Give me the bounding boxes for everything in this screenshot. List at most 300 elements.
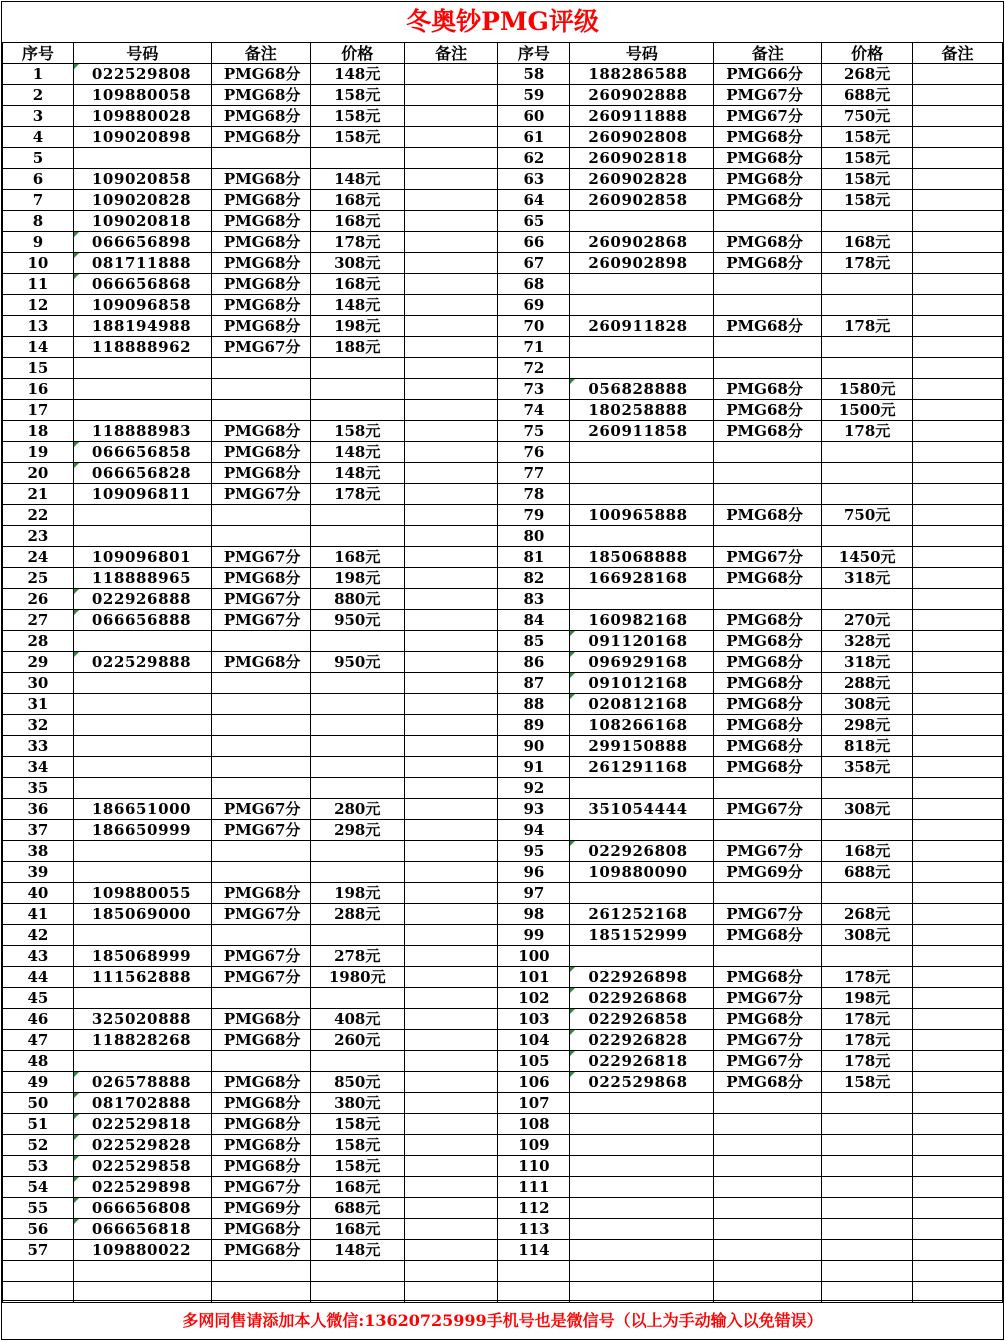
note-cell[interactable]	[913, 1219, 1003, 1240]
price-cell[interactable]	[822, 1093, 913, 1114]
grade-cell[interactable]: PMG68分	[714, 736, 822, 757]
price-cell[interactable]: 1980元	[310, 967, 404, 988]
note-cell[interactable]	[913, 64, 1003, 85]
price-cell[interactable]	[822, 589, 913, 610]
serial-cell[interactable]: 67	[498, 253, 570, 274]
grade-cell[interactable]: PMG67分	[211, 547, 310, 568]
banknote-number-cell[interactable]: 022926868	[570, 988, 714, 1009]
note-cell[interactable]	[913, 1177, 1003, 1198]
grade-cell[interactable]: PMG67分	[211, 820, 310, 841]
price-cell[interactable]: 148元	[310, 463, 404, 484]
serial-cell[interactable]: 17	[3, 400, 74, 421]
banknote-number-cell[interactable]	[570, 211, 714, 232]
grade-cell[interactable]: PMG68分	[714, 925, 822, 946]
banknote-number-cell[interactable]: 260911858	[570, 421, 714, 442]
banknote-number-cell[interactable]: 260902868	[570, 232, 714, 253]
note-cell[interactable]	[404, 400, 498, 421]
banknote-number-cell[interactable]: 108266168	[570, 715, 714, 736]
banknote-number-cell[interactable]	[570, 883, 714, 904]
grade-cell[interactable]: PMG68分	[714, 652, 822, 673]
serial-cell[interactable]: 78	[498, 484, 570, 505]
serial-cell[interactable]: 41	[3, 904, 74, 925]
note-cell[interactable]	[913, 106, 1003, 127]
note-cell[interactable]	[404, 127, 498, 148]
note-cell[interactable]	[913, 736, 1003, 757]
grade-cell[interactable]: PMG68分	[714, 232, 822, 253]
banknote-number-cell[interactable]	[570, 1240, 714, 1261]
note-cell[interactable]	[404, 379, 498, 400]
note-cell[interactable]	[913, 673, 1003, 694]
banknote-number-cell[interactable]: 118828268	[73, 1030, 211, 1051]
serial-cell[interactable]: 64	[498, 190, 570, 211]
grade-cell[interactable]	[211, 862, 310, 883]
note-cell[interactable]	[913, 1135, 1003, 1156]
grade-cell[interactable]	[714, 589, 822, 610]
serial-cell[interactable]: 103	[498, 1009, 570, 1030]
banknote-number-cell[interactable]: 022926828	[570, 1030, 714, 1051]
price-cell[interactable]: 158元	[310, 421, 404, 442]
price-cell[interactable]: 158元	[822, 1072, 913, 1093]
grade-cell[interactable]: PMG67分	[714, 106, 822, 127]
price-cell[interactable]: 1580元	[822, 379, 913, 400]
serial-cell[interactable]: 23	[3, 526, 74, 547]
note-cell[interactable]	[404, 1198, 498, 1219]
note-cell[interactable]	[913, 946, 1003, 967]
grade-cell[interactable]: PMG68分	[211, 883, 310, 904]
note-cell[interactable]	[404, 1009, 498, 1030]
grade-cell[interactable]: PMG68分	[211, 169, 310, 190]
serial-cell[interactable]: 5	[3, 148, 74, 169]
banknote-number-cell[interactable]	[73, 526, 211, 547]
grade-cell[interactable]: PMG68分	[211, 64, 310, 85]
price-cell[interactable]: 308元	[822, 925, 913, 946]
grade-cell[interactable]	[714, 358, 822, 379]
note-cell[interactable]	[404, 967, 498, 988]
serial-cell[interactable]: 18	[3, 421, 74, 442]
note-cell[interactable]	[913, 757, 1003, 778]
banknote-number-cell[interactable]	[73, 400, 211, 421]
price-cell[interactable]: 328元	[822, 631, 913, 652]
price-cell[interactable]	[310, 715, 404, 736]
price-cell[interactable]: 158元	[310, 106, 404, 127]
grade-cell[interactable]: PMG68分	[211, 190, 310, 211]
note-cell[interactable]	[913, 484, 1003, 505]
price-cell[interactable]: 260元	[310, 1030, 404, 1051]
note-cell[interactable]	[913, 631, 1003, 652]
note-cell[interactable]	[913, 862, 1003, 883]
serial-cell[interactable]: 65	[498, 211, 570, 232]
grade-cell[interactable]: PMG68分	[211, 652, 310, 673]
note-cell[interactable]	[913, 421, 1003, 442]
price-cell[interactable]: 168元	[310, 1219, 404, 1240]
serial-cell[interactable]: 46	[3, 1009, 74, 1030]
serial-cell[interactable]: 59	[498, 85, 570, 106]
note-cell[interactable]	[404, 1240, 498, 1261]
grade-cell[interactable]	[714, 820, 822, 841]
banknote-number-cell[interactable]: 109880055	[73, 883, 211, 904]
note-cell[interactable]	[404, 1114, 498, 1135]
price-cell[interactable]: 298元	[310, 820, 404, 841]
note-cell[interactable]	[913, 967, 1003, 988]
serial-cell[interactable]: 106	[498, 1072, 570, 1093]
grade-cell[interactable]: PMG68分	[714, 190, 822, 211]
note-cell[interactable]	[913, 274, 1003, 295]
grade-cell[interactable]: PMG69分	[714, 862, 822, 883]
price-cell[interactable]: 178元	[822, 1051, 913, 1072]
note-cell[interactable]	[913, 463, 1003, 484]
serial-cell[interactable]: 69	[498, 295, 570, 316]
banknote-number-cell[interactable]: 022529818	[73, 1114, 211, 1135]
note-cell[interactable]	[404, 589, 498, 610]
grade-cell[interactable]: PMG68分	[714, 148, 822, 169]
price-cell[interactable]	[822, 484, 913, 505]
grade-cell[interactable]	[211, 988, 310, 1009]
banknote-number-cell[interactable]: 180258888	[570, 400, 714, 421]
empty-cell[interactable]	[714, 1261, 822, 1282]
banknote-number-cell[interactable]	[570, 1156, 714, 1177]
price-cell[interactable]: 880元	[310, 589, 404, 610]
grade-cell[interactable]: PMG68分	[211, 1219, 310, 1240]
note-cell[interactable]	[404, 526, 498, 547]
banknote-number-cell[interactable]	[570, 274, 714, 295]
note-cell[interactable]	[404, 232, 498, 253]
banknote-number-cell[interactable]: 166928168	[570, 568, 714, 589]
serial-cell[interactable]: 37	[3, 820, 74, 841]
note-cell[interactable]	[913, 316, 1003, 337]
grade-cell[interactable]	[714, 883, 822, 904]
banknote-number-cell[interactable]: 109020828	[73, 190, 211, 211]
serial-cell[interactable]: 7	[3, 190, 74, 211]
price-cell[interactable]: 158元	[822, 169, 913, 190]
price-cell[interactable]: 688元	[822, 85, 913, 106]
note-cell[interactable]	[404, 169, 498, 190]
price-cell[interactable]	[310, 673, 404, 694]
serial-cell[interactable]: 105	[498, 1051, 570, 1072]
note-cell[interactable]	[404, 505, 498, 526]
note-cell[interactable]	[404, 673, 498, 694]
price-cell[interactable]	[310, 1051, 404, 1072]
empty-cell[interactable]	[73, 1261, 211, 1282]
serial-cell[interactable]: 35	[3, 778, 74, 799]
price-cell[interactable]	[310, 631, 404, 652]
price-cell[interactable]: 178元	[310, 232, 404, 253]
price-cell[interactable]	[822, 1135, 913, 1156]
note-cell[interactable]	[913, 1198, 1003, 1219]
grade-cell[interactable]	[211, 694, 310, 715]
serial-cell[interactable]: 77	[498, 463, 570, 484]
note-cell[interactable]	[913, 1072, 1003, 1093]
grade-cell[interactable]: PMG67分	[211, 589, 310, 610]
grade-cell[interactable]: PMG68分	[714, 169, 822, 190]
serial-cell[interactable]: 39	[3, 862, 74, 883]
serial-cell[interactable]: 31	[3, 694, 74, 715]
serial-cell[interactable]: 33	[3, 736, 74, 757]
banknote-number-cell[interactable]	[570, 1093, 714, 1114]
serial-cell[interactable]: 97	[498, 883, 570, 904]
grade-cell[interactable]: PMG68分	[714, 1072, 822, 1093]
serial-cell[interactable]: 112	[498, 1198, 570, 1219]
banknote-number-cell[interactable]	[570, 463, 714, 484]
price-cell[interactable]: 408元	[310, 1009, 404, 1030]
note-cell[interactable]	[913, 1114, 1003, 1135]
serial-cell[interactable]: 19	[3, 442, 74, 463]
note-cell[interactable]	[913, 169, 1003, 190]
serial-cell[interactable]: 96	[498, 862, 570, 883]
note-cell[interactable]	[404, 106, 498, 127]
note-cell[interactable]	[404, 757, 498, 778]
price-cell[interactable]: 268元	[822, 64, 913, 85]
serial-cell[interactable]: 107	[498, 1093, 570, 1114]
serial-cell[interactable]: 51	[3, 1114, 74, 1135]
note-cell[interactable]	[404, 295, 498, 316]
serial-cell[interactable]: 57	[3, 1240, 74, 1261]
price-cell[interactable]: 688元	[310, 1198, 404, 1219]
banknote-number-cell[interactable]: 022529898	[73, 1177, 211, 1198]
price-cell[interactable]: 148元	[310, 64, 404, 85]
grade-cell[interactable]: PMG67分	[714, 988, 822, 1009]
price-cell[interactable]	[310, 841, 404, 862]
empty-cell[interactable]	[211, 1261, 310, 1282]
price-cell[interactable]: 850元	[310, 1072, 404, 1093]
grade-cell[interactable]: PMG68分	[714, 967, 822, 988]
grade-cell[interactable]	[714, 211, 822, 232]
note-cell[interactable]	[913, 211, 1003, 232]
note-cell[interactable]	[404, 1156, 498, 1177]
serial-cell[interactable]: 114	[498, 1240, 570, 1261]
note-cell[interactable]	[913, 715, 1003, 736]
banknote-number-cell[interactable]	[73, 358, 211, 379]
price-cell[interactable]: 688元	[822, 862, 913, 883]
serial-cell[interactable]: 92	[498, 778, 570, 799]
note-cell[interactable]	[404, 316, 498, 337]
banknote-number-cell[interactable]: 185068999	[73, 946, 211, 967]
price-cell[interactable]: 158元	[822, 127, 913, 148]
banknote-number-cell[interactable]: 260911828	[570, 316, 714, 337]
grade-cell[interactable]	[714, 1156, 822, 1177]
price-cell[interactable]: 288元	[310, 904, 404, 925]
banknote-number-cell[interactable]: 056828888	[570, 379, 714, 400]
grade-cell[interactable]: PMG68分	[714, 631, 822, 652]
note-cell[interactable]	[913, 925, 1003, 946]
banknote-number-cell[interactable]: 109020858	[73, 169, 211, 190]
empty-cell[interactable]	[498, 1261, 570, 1282]
note-cell[interactable]	[913, 295, 1003, 316]
price-cell[interactable]: 380元	[310, 1093, 404, 1114]
serial-cell[interactable]: 38	[3, 841, 74, 862]
banknote-number-cell[interactable]	[73, 673, 211, 694]
serial-cell[interactable]: 32	[3, 715, 74, 736]
serial-cell[interactable]: 76	[498, 442, 570, 463]
note-cell[interactable]	[913, 127, 1003, 148]
banknote-number-cell[interactable]: 186651000	[73, 799, 211, 820]
serial-cell[interactable]: 102	[498, 988, 570, 1009]
banknote-number-cell[interactable]: 111562888	[73, 967, 211, 988]
price-cell[interactable]	[310, 400, 404, 421]
serial-cell[interactable]: 15	[3, 358, 74, 379]
price-cell[interactable]	[310, 736, 404, 757]
banknote-number-cell[interactable]: 081702888	[73, 1093, 211, 1114]
banknote-number-cell[interactable]: 109880058	[73, 85, 211, 106]
serial-cell[interactable]: 6	[3, 169, 74, 190]
price-cell[interactable]: 270元	[822, 610, 913, 631]
note-cell[interactable]	[404, 148, 498, 169]
grade-cell[interactable]: PMG68分	[211, 127, 310, 148]
banknote-number-cell[interactable]	[73, 778, 211, 799]
grade-cell[interactable]: PMG68分	[714, 127, 822, 148]
banknote-number-cell[interactable]: 109096811	[73, 484, 211, 505]
note-cell[interactable]	[404, 946, 498, 967]
banknote-number-cell[interactable]: 109020818	[73, 211, 211, 232]
serial-cell[interactable]: 54	[3, 1177, 74, 1198]
banknote-number-cell[interactable]: 188286588	[570, 64, 714, 85]
grade-cell[interactable]	[211, 736, 310, 757]
grade-cell[interactable]: PMG67分	[211, 610, 310, 631]
price-cell[interactable]	[310, 148, 404, 169]
grade-cell[interactable]: PMG67分	[211, 946, 310, 967]
note-cell[interactable]	[913, 1009, 1003, 1030]
grade-cell[interactable]: PMG68分	[211, 106, 310, 127]
price-cell[interactable]: 158元	[310, 1135, 404, 1156]
serial-cell[interactable]: 62	[498, 148, 570, 169]
grade-cell[interactable]	[714, 1135, 822, 1156]
serial-cell[interactable]: 71	[498, 337, 570, 358]
price-cell[interactable]	[822, 526, 913, 547]
note-cell[interactable]	[404, 862, 498, 883]
banknote-number-cell[interactable]: 260902858	[570, 190, 714, 211]
price-cell[interactable]: 158元	[310, 85, 404, 106]
note-cell[interactable]	[404, 988, 498, 1009]
banknote-number-cell[interactable]	[570, 526, 714, 547]
grade-cell[interactable]: PMG68分	[211, 1030, 310, 1051]
grade-cell[interactable]: PMG68分	[714, 715, 822, 736]
price-cell[interactable]: 148元	[310, 1240, 404, 1261]
banknote-number-cell[interactable]: 066656808	[73, 1198, 211, 1219]
banknote-number-cell[interactable]: 066656858	[73, 442, 211, 463]
banknote-number-cell[interactable]: 022926888	[73, 589, 211, 610]
serial-cell[interactable]: 8	[3, 211, 74, 232]
banknote-number-cell[interactable]: 022529858	[73, 1156, 211, 1177]
note-cell[interactable]	[404, 694, 498, 715]
price-cell[interactable]: 148元	[310, 442, 404, 463]
serial-cell[interactable]: 45	[3, 988, 74, 1009]
price-cell[interactable]: 750元	[822, 505, 913, 526]
grade-cell[interactable]: PMG68分	[211, 316, 310, 337]
note-cell[interactable]	[404, 841, 498, 862]
banknote-number-cell[interactable]	[73, 148, 211, 169]
grade-cell[interactable]: PMG67分	[714, 904, 822, 925]
note-cell[interactable]	[404, 1030, 498, 1051]
banknote-number-cell[interactable]: 260911888	[570, 106, 714, 127]
price-cell[interactable]: 298元	[822, 715, 913, 736]
note-cell[interactable]	[404, 337, 498, 358]
note-cell[interactable]	[404, 274, 498, 295]
serial-cell[interactable]: 44	[3, 967, 74, 988]
serial-cell[interactable]: 20	[3, 463, 74, 484]
grade-cell[interactable]	[211, 715, 310, 736]
price-cell[interactable]: 178元	[822, 967, 913, 988]
note-cell[interactable]	[404, 1072, 498, 1093]
price-cell[interactable]	[822, 1156, 913, 1177]
grade-cell[interactable]	[211, 778, 310, 799]
price-cell[interactable]: 750元	[822, 106, 913, 127]
note-cell[interactable]	[913, 400, 1003, 421]
banknote-number-cell[interactable]: 260902888	[570, 85, 714, 106]
grade-cell[interactable]	[714, 1114, 822, 1135]
empty-cell[interactable]	[3, 1261, 74, 1282]
banknote-number-cell[interactable]: 118888965	[73, 568, 211, 589]
grade-cell[interactable]	[714, 1177, 822, 1198]
banknote-number-cell[interactable]: 022529828	[73, 1135, 211, 1156]
grade-cell[interactable]: PMG68分	[714, 1009, 822, 1030]
serial-cell[interactable]: 93	[498, 799, 570, 820]
banknote-number-cell[interactable]	[73, 1051, 211, 1072]
banknote-number-cell[interactable]	[73, 988, 211, 1009]
price-cell[interactable]: 168元	[310, 190, 404, 211]
serial-cell[interactable]: 42	[3, 925, 74, 946]
banknote-number-cell[interactable]	[570, 1219, 714, 1240]
price-cell[interactable]: 198元	[822, 988, 913, 1009]
serial-cell[interactable]: 79	[498, 505, 570, 526]
banknote-number-cell[interactable]: 022529808	[73, 64, 211, 85]
note-cell[interactable]	[404, 484, 498, 505]
note-cell[interactable]	[913, 442, 1003, 463]
price-cell[interactable]: 178元	[822, 316, 913, 337]
price-cell[interactable]	[310, 925, 404, 946]
price-cell[interactable]	[822, 1114, 913, 1135]
grade-cell[interactable]	[211, 148, 310, 169]
note-cell[interactable]	[913, 526, 1003, 547]
banknote-number-cell[interactable]: 022926808	[570, 841, 714, 862]
serial-cell[interactable]: 88	[498, 694, 570, 715]
grade-cell[interactable]: PMG68分	[211, 295, 310, 316]
banknote-number-cell[interactable]	[570, 1177, 714, 1198]
serial-cell[interactable]: 22	[3, 505, 74, 526]
grade-cell[interactable]	[714, 946, 822, 967]
price-cell[interactable]: 168元	[310, 211, 404, 232]
banknote-number-cell[interactable]	[73, 841, 211, 862]
grade-cell[interactable]: PMG68分	[211, 274, 310, 295]
serial-cell[interactable]: 26	[3, 589, 74, 610]
banknote-number-cell[interactable]: 091120168	[570, 631, 714, 652]
price-cell[interactable]	[822, 1198, 913, 1219]
banknote-number-cell[interactable]: 109096858	[73, 295, 211, 316]
note-cell[interactable]	[913, 253, 1003, 274]
serial-cell[interactable]: 10	[3, 253, 74, 274]
note-cell[interactable]	[913, 337, 1003, 358]
note-cell[interactable]	[913, 694, 1003, 715]
serial-cell[interactable]: 58	[498, 64, 570, 85]
banknote-number-cell[interactable]: 091012168	[570, 673, 714, 694]
banknote-number-cell[interactable]	[570, 295, 714, 316]
banknote-number-cell[interactable]	[570, 946, 714, 967]
grade-cell[interactable]: PMG68分	[714, 505, 822, 526]
banknote-number-cell[interactable]	[73, 694, 211, 715]
grade-cell[interactable]: PMG68分	[211, 85, 310, 106]
price-cell[interactable]: 318元	[822, 652, 913, 673]
note-cell[interactable]	[404, 778, 498, 799]
serial-cell[interactable]: 4	[3, 127, 74, 148]
price-cell[interactable]: 178元	[822, 253, 913, 274]
price-cell[interactable]: 178元	[822, 421, 913, 442]
grade-cell[interactable]: PMG68分	[211, 1156, 310, 1177]
note-cell[interactable]	[404, 568, 498, 589]
serial-cell[interactable]: 73	[498, 379, 570, 400]
banknote-number-cell[interactable]	[73, 736, 211, 757]
grade-cell[interactable]: PMG68分	[714, 673, 822, 694]
note-cell[interactable]	[404, 64, 498, 85]
serial-cell[interactable]: 60	[498, 106, 570, 127]
serial-cell[interactable]: 111	[498, 1177, 570, 1198]
